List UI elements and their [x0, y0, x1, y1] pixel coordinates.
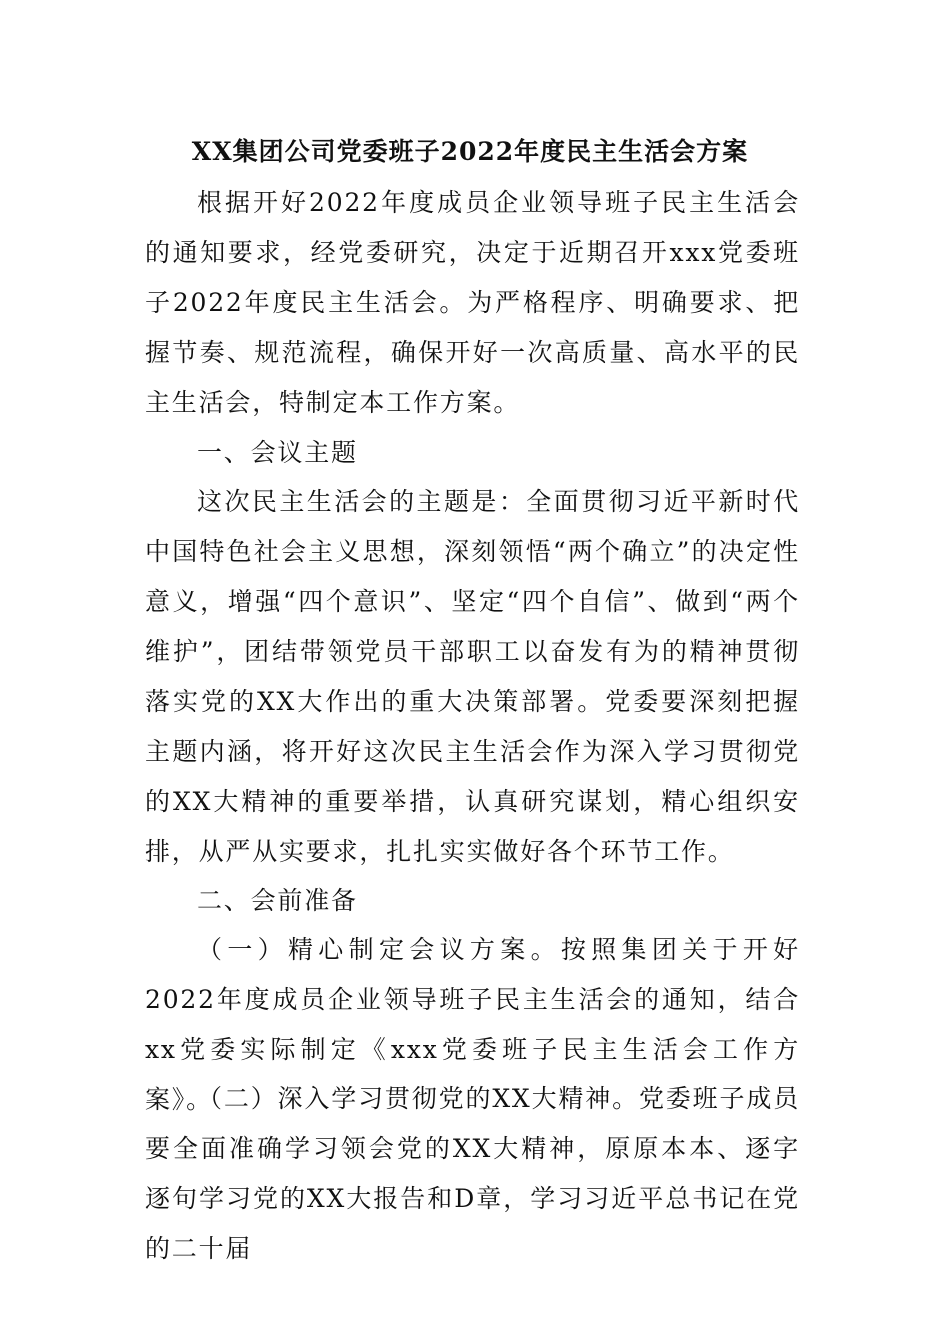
preparation-item-2: （二）深入学习贯彻党的XX大精神。党委班子成员要全面准确学习领会党的XX大精神，原原本本、逐字逐句学习党的XX大报告和D章，学习习近平总书记在党的二十届 [145, 1084, 800, 1263]
document-title: XX集团公司党委班子2022年度民主生活会方案 [191, 137, 749, 166]
intro-paragraph: 根据开好2022年度成员企业领导班子民主生活会的通知要求，经党委研究，决定于近期召开xxx党委班子2022年度民主生活会。为严格程序、明确要求、把握节奏、规范流程，确保开好一次高质量、高水平的民主生活会，特制定本工作方案。 [145, 188, 800, 417]
preparation-item-1: （一）精心制定会议方案。按照集团关于开好2022年度成员企业领导班子民主生活会的通知，结合xx党委实际制定《xxx党委班子民主生活会工作方案》。 [145, 935, 800, 1114]
section-heading-meeting-theme: 一、会议主题 [197, 438, 358, 467]
section-heading-preparation: 二、会前准备 [197, 886, 358, 915]
meeting-theme-paragraph: 这次民主生活会的主题是：全面贯彻习近平新时代中国特色社会主义思想，深刻领悟“两个确立”的决定性意义，增强“四个意识”、坚定“四个自信”、做到“两个维护”，团结带领党员干部职工以奋发有为的精神贯彻落实党的XX大作出的重大决策部署。党委要深刻把握主题内涵，将开好这次民主生活会作为深入学习贯彻党的XX大精神的重要举措，认真研究谋划，精心组织安排，从严从实要求，扎扎实实做好各个环节工作。 [145, 487, 800, 866]
